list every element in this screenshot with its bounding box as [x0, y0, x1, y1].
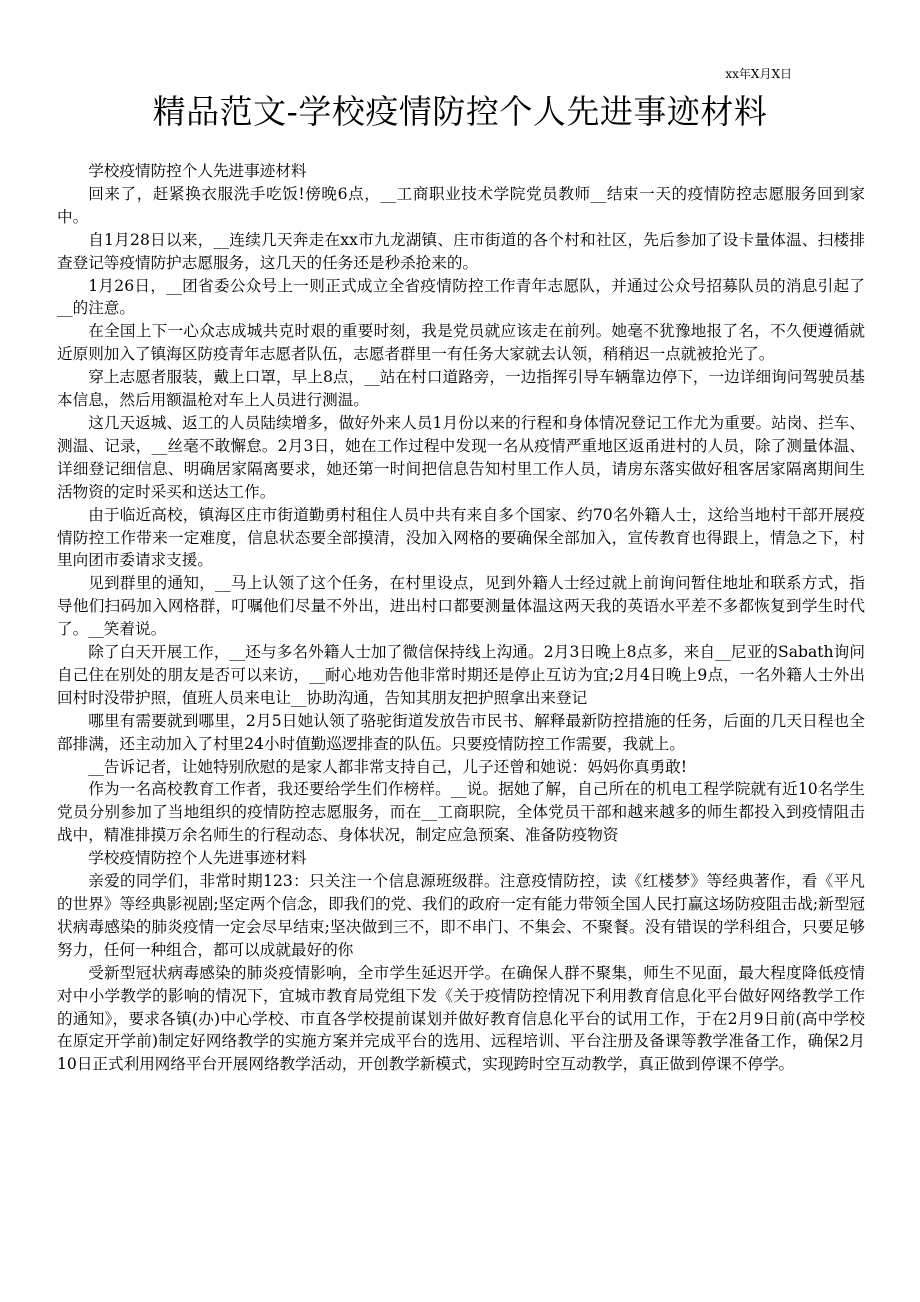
paragraph: 哪里有需要就到哪里，2月5日她认领了骆驼街道发放告市民书、解释最新防控措施的任务，后面的几天日程也全部排满，还主动加入了村里24小时值勤巡逻排查的队伍。只要疫情防控工作需要，我就上。 — [57, 711, 865, 753]
paragraph: 1月26日，__团省委公众号上一则正式成立全省疫情防控工作青年志愿队，并通过公众号招募队员的消息引起了__的注意。 — [57, 276, 865, 318]
paragraph: 回来了，赶紧换衣服洗手吃饭!傍晚6点，__工商职业技术学院党员教师__结束一天的疫情防控志愿服务回到家中。 — [57, 184, 865, 226]
document-title: 精品范文-学校疫情防控个人先进事迹材料 — [152, 92, 768, 131]
document-date: xx年X月X日 — [725, 67, 792, 81]
paragraph: 由于临近高校，镇海区庄市街道勤勇村租住人员中共有来自多个国家、约70名外籍人士，这给当地村干部开展疫情防控工作带来一定难度，信息状态要全部摸清，没加入网格的要确保全部加入，宣传教育也得跟上，情急之下，村里向团市委请求支援。 — [57, 505, 865, 570]
paragraph: 自1月28日以来，__连续几天奔走在xx市九龙湖镇、庄市街道的各个村和社区，先后参加了设卡量体温、扫楼排查登记等疫情防护志愿服务，这几天的任务还是秒杀抢来的。 — [57, 230, 865, 272]
paragraph: 作为一名高校教育工作者，我还要给学生们作榜样。__说。据她了解，自己所在的机电工程学院就有近10名学生党员分别参加了当地组织的疫情防控志愿服务，而在__工商职院，全体党员干部和越来越多的师生都投入到疫情阻击战中，精准排摸万余名师生的行程动态、身体状况，制定应急预案、准备防疫物资 — [57, 780, 865, 845]
section-heading: 学校疫情防控个人先进事迹材料 — [88, 162, 307, 180]
paragraph: 这几天返城、返工的人员陆续增多，做好外来人员1月份以来的行程和身体情况登记工作尤为重要。站岗、拦车、测温、记录，__丝毫不敢懈怠。2月3日，她在工作过程中发现一名从疫情严重地区返甬进村的人员，除了测量体温、详细登记细信息、明确居家隔离要求，她还第一时间把信息告知村里工作人员，请房东落实做好租客居家隔离期间生活物资的定时采买和送达工作。 — [57, 413, 865, 501]
paragraph: 受新型冠状病毒感染的肺炎疫情影响，全市学生延迟开学。在确保人群不聚集，师生不见面，最大程度降低疫情对中小学教学的影响的情况下，宜城市教育局党组下发《关于疫情防控情况下利用教育信息化平台做好网络教学工作的通知》，要求各镇(办)中心学校、市直各学校提前谋划并做好教育信息化平台的试用工作，于在2月9日前(高中学校在原定开学前)制定好网络教学的实施方案并完成平台的选用、远程培训、平台注册及备课等教学准备工作，确保2月10日正式利用网络平台开展网络教学活动，开创教学新模式，实现跨时空互动教学，真正做到停课不停学。 — [57, 963, 865, 1074]
paragraph: __告诉记者，让她特别欣慰的是家人都非常支持自己，儿子还曾和她说：妈妈你真勇敢! — [88, 757, 688, 776]
section-heading: 学校疫情防控个人先进事迹材料 — [88, 849, 307, 868]
paragraph: 除了白天开展工作，__还与多名外籍人士加了微信保持线上沟通。2月3日晚上8点多，来自__尼亚的Sabath询问自己住在别处的朋友是否可以来访，__耐心地劝告他非常时期还是停止互访为宜;2月4日晚上9点，一名外籍人士外出回村时没带护照，值班人员来电让__协助沟通，告知其朋友把护照拿出来登记 — [57, 643, 865, 707]
paragraph: 亲爱的同学们，非常时期123：只关注一个信息源班级群。注意疫情防控，读《红楼梦》等经典著作，看《平凡的世界》等经典影视剧;坚定两个信念，即我们的党、我们的政府一定有能力带领全国人民打赢这场防疫阻击战;新型冠状病毒感染的肺炎疫情一定会尽早结束;坚决做到三不，即不串门、不集会、不聚餐。没有错误的学科组合，只要足够努力，任何一种组合，都可以成就最好的你 — [57, 872, 865, 959]
paragraph: 穿上志愿者服装，戴上口罩，早上8点，__站在村口道路旁，一边指挥引导车辆靠边停下，一边详细询问驾驶员基本信息，然后用额温枪对车上人员进行测温。 — [57, 368, 865, 410]
document-body — [57, 160, 865, 1076]
paragraph: 见到群里的通知，__马上认领了这个任务，在村里设点，见到外籍人士经过就上前询问暂住地址和联系方式，指导他们扫码加入网格群，叮嘱他们尽量不外出，进出村口都要测量体温这两天我的英语水平差不多都恢复到学生时代了。__笑着说。 — [57, 574, 865, 639]
paragraph: 在全国上下一心众志成城共克时艰的重要时刻，我是党员就应该走在前列。她毫不犹豫地报了名，不久便遵循就近原则加入了镇海区防疫青年志愿者队伍，志愿者群里一有任务大家就去认领，稍稍迟一点就被抢光了。 — [57, 322, 865, 364]
